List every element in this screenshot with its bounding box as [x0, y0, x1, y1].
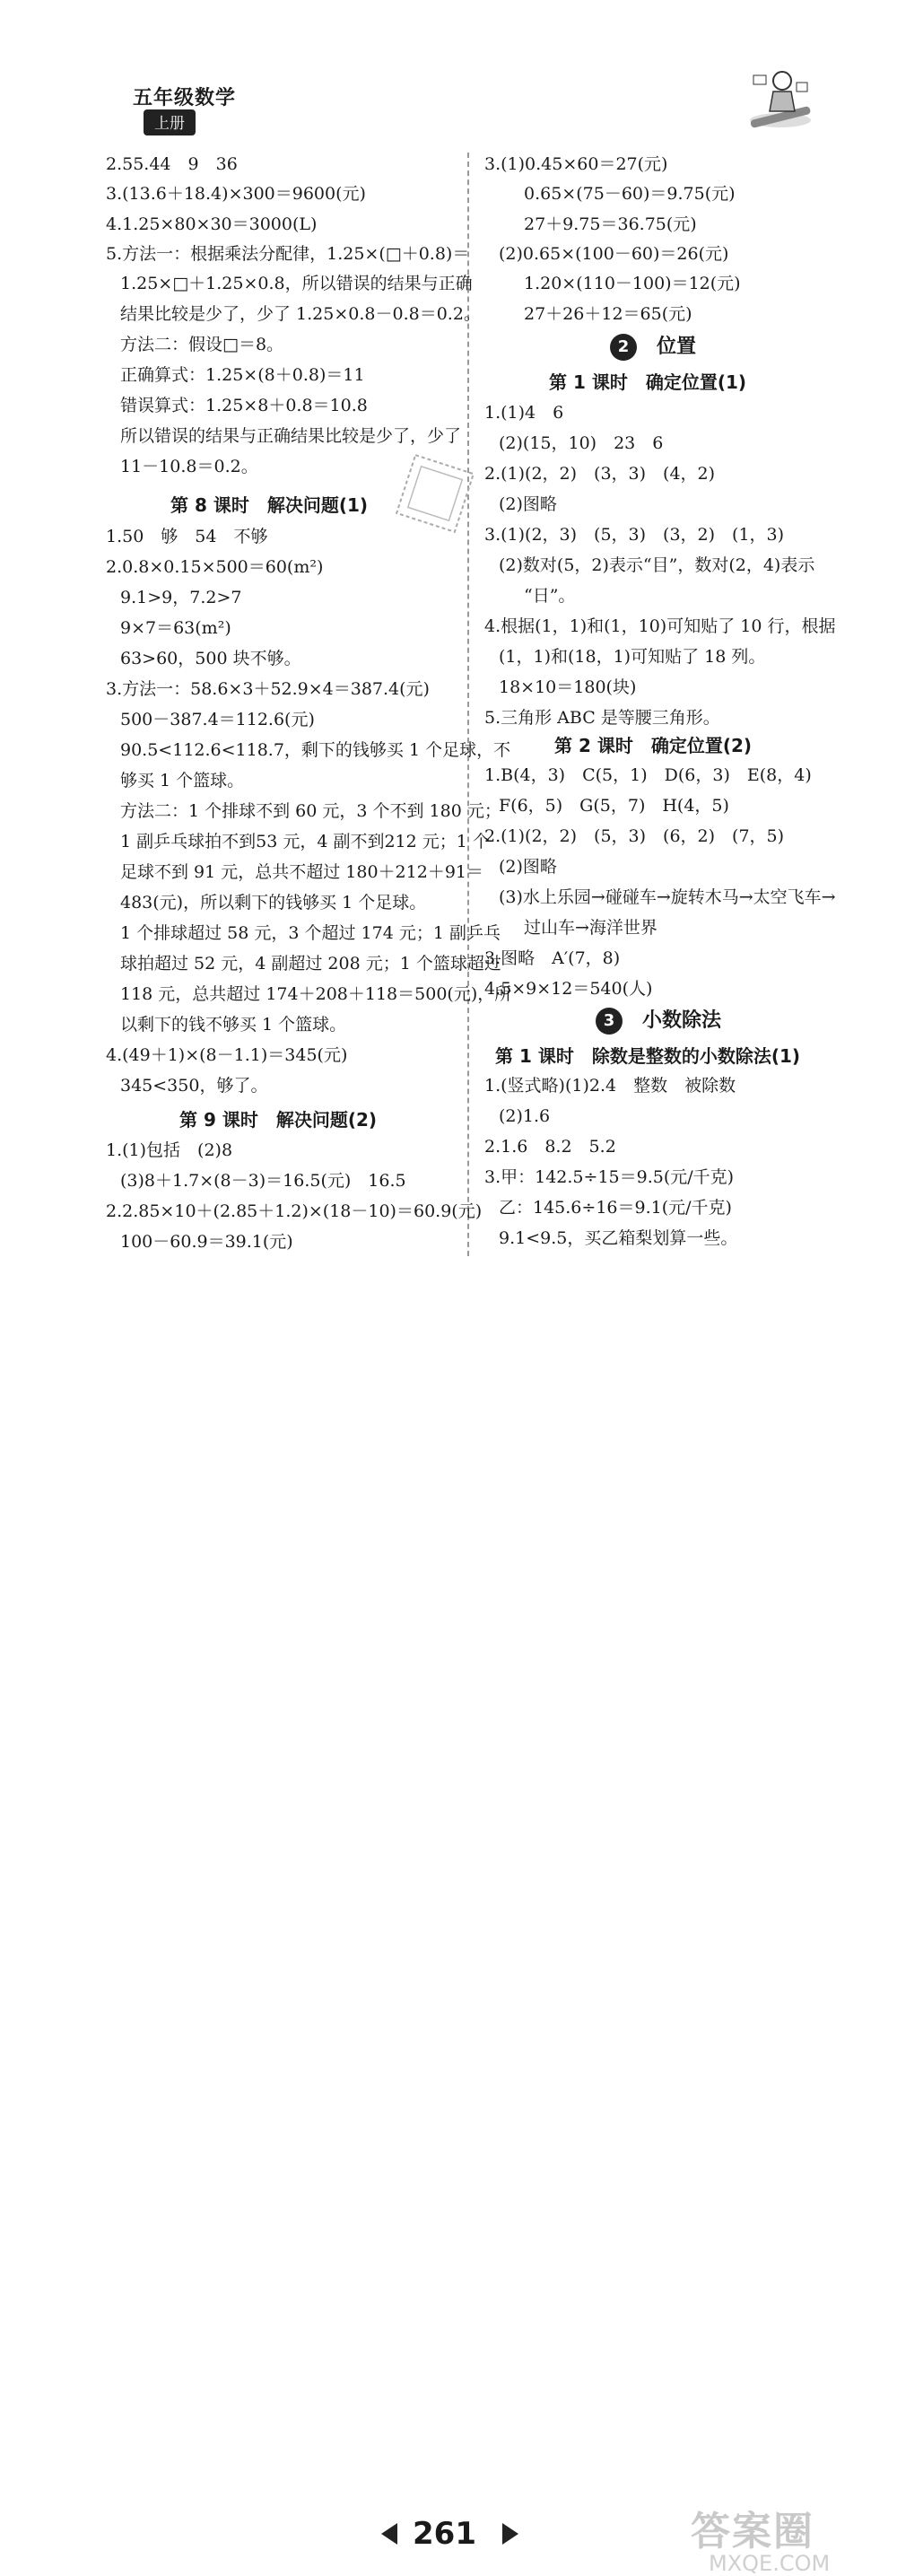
answer-line: (2)图略: [499, 494, 557, 514]
answer-line: 方法二：假设□＝8。: [120, 335, 284, 354]
unit-3-title: 小数除法: [642, 1009, 722, 1032]
next-arrow-icon: [502, 2523, 518, 2545]
answer-line: “日”。: [524, 586, 576, 606]
answer-line: 正确算式：1.25×(8＋0.8)＝11: [120, 365, 365, 385]
u2-lesson-2-title: 第 2 课时 确定位置(2): [554, 735, 753, 756]
watermark: [691, 2499, 888, 2576]
answer-line: (2)1.6: [499, 1106, 551, 1126]
page-footer: [0, 1256, 897, 2576]
answer-line: (2)0.65×(100－60)＝26(元): [499, 244, 729, 264]
answer-line: 90.5<112.6<118.7，剩下的钱够买 1 个足球，不: [120, 740, 511, 760]
answer-line: 所以错误的结果与正确结果比较是少了，少了: [120, 426, 462, 446]
answer-line: 够买 1 个篮球。: [120, 771, 245, 790]
answer-line: 1.(竖式略)(1)2.4 整数 被除数: [484, 1076, 736, 1096]
answer-line: 2.55.44 9 36: [106, 154, 238, 174]
answer-line: 3.甲：142.5÷15＝9.5(元/千克): [484, 1167, 735, 1187]
answer-line: 4.5×9×12＝540(人): [484, 979, 653, 999]
answer-line: 方法二：1 个排球不到 60 元，3 个不到 180 元；: [120, 801, 501, 821]
page-number: 261: [413, 2516, 476, 2552]
answer-line: 3.(1)0.45×60＝27(元): [484, 154, 668, 174]
grade-title: 五年级数学: [133, 87, 237, 109]
u3-lesson-1-title: 第 1 课时 除数是整数的小数除法(1): [495, 1045, 801, 1067]
answer-line: 27＋9.75＝36.75(元): [524, 214, 697, 234]
watermark-title: 答案圈: [691, 2509, 814, 2554]
answer-line: 过山车→海洋世界: [524, 918, 658, 938]
answer-line: (2)(15，10) 23 6: [499, 433, 664, 453]
answer-line: 2.2.85×10＋(2.85＋1.2)×(18－10)＝60.9(元): [106, 1201, 483, 1221]
answer-line: 1 副乒乓球拍不到53 元，4 副不到212 元；1 个: [120, 832, 490, 851]
student-mascot-icon: [745, 65, 816, 133]
answer-line: 1.(1)包括 (2)8: [106, 1140, 233, 1160]
answer-line: 3.图略 A′(7，8): [484, 948, 621, 968]
answer-line: 9.1>9，7.2>7: [120, 588, 242, 607]
answer-line: 4.根据(1，1)和(1，10)可知贴了 10 行，根据: [484, 616, 836, 636]
answer-line: 2.(1)(2，2) (5，3) (6，2) (7，5): [484, 826, 785, 846]
answer-line: 18×10＝180(块): [499, 677, 637, 697]
watermark-url: MXQE.COM: [709, 2551, 831, 2576]
unit-3-heading: [596, 1005, 721, 1035]
answer-line: (1，1)和(18，1)可知贴了 18 列。: [499, 647, 766, 667]
answer-line: (2)数对(5，2)表示“目”，数对(2，4)表示: [499, 555, 815, 575]
answer-line: 4.1.25×80×30＝3000(L): [106, 214, 318, 234]
answer-line: 5.三角形 ABC 是等腰三角形。: [484, 708, 720, 728]
answer-line: 345<350，够了。: [120, 1076, 268, 1096]
answer-line: 5.方法一：根据乘法分配律，1.25×(□＋0.8)＝: [106, 244, 470, 264]
answer-line: 1.25×□＋1.25×0.8，所以错误的结果与正确: [120, 274, 473, 293]
unit-number-badge: 3: [596, 1008, 623, 1035]
answer-line: 3.(13.6＋18.4)×300＝9600(元): [106, 184, 366, 204]
answer-line: 足球不到 91 元，总共不超过 180＋212＋91＝: [120, 862, 484, 882]
u2-lesson-1-title: 第 1 课时 确定位置(1): [549, 371, 747, 393]
answer-line: 2.0.8×0.15×500＝60(m²): [106, 557, 324, 577]
answer-line: 球拍超过 52 元，4 副超过 208 元；1 个篮球超过: [120, 954, 501, 974]
answer-line: 2.1.6 8.2 5.2: [484, 1137, 616, 1157]
unit-2-heading: [610, 331, 696, 361]
answer-line: (2)图略: [499, 857, 557, 877]
answer-line: 错误算式：1.25×8＋0.8＝10.8: [120, 396, 368, 415]
answer-line: 2.(1)(2，2) (3，3) (4，2): [484, 464, 716, 484]
lesson-9-title: 第 9 课时 解决问题(2): [179, 1109, 378, 1131]
answer-line: 63>60，500 块不够。: [120, 649, 301, 668]
answer-line: 乙：145.6÷16＝9.1(元/千克): [499, 1198, 732, 1218]
answer-line: 27＋26＋12＝65(元): [524, 304, 692, 324]
volume-badge: 上册: [144, 109, 196, 135]
answer-line: 1 个排球超过 58 元，3 个超过 174 元；1 副乒乓: [120, 923, 501, 943]
unit-2-title: 位置: [657, 336, 697, 358]
answer-line: 3.方法一：58.6×3＋52.9×4＝387.4(元): [106, 679, 430, 699]
answer-line: 3.(1)(2，3) (5，3) (3，2) (1，3): [484, 525, 785, 545]
answer-line: 9.1<9.5，买乙箱梨划算一些。: [499, 1228, 738, 1248]
page-header: [0, 0, 897, 135]
answer-line: 11－10.8＝0.2。: [120, 457, 258, 476]
answer-line: 0.65×(75－60)＝9.75(元): [524, 184, 736, 204]
answer-line: 1.50 够 54 不够: [106, 527, 268, 546]
answer-line: (3)水上乐园→碰碰车→旋转木马→太空飞车→: [499, 887, 836, 907]
answer-line: 结果比较是少了，少了 1.25×0.8－0.8＝0.2。: [120, 304, 481, 324]
answer-line: 1.20×(110－100)＝12(元): [524, 274, 741, 293]
answer-line: 100－60.9＝39.1(元): [120, 1232, 293, 1252]
answer-line: 500－387.4＝112.6(元): [120, 710, 315, 729]
answer-line: 4.(49＋1)×(8－1.1)＝345(元): [106, 1045, 348, 1065]
answer-line: (3)8＋1.7×(8－3)＝16.5(元) 16.5: [120, 1171, 406, 1191]
unit-number-badge: 2: [610, 334, 637, 361]
answer-line: 以剩下的钱不够买 1 个篮球。: [120, 1015, 347, 1035]
answer-line: F(6，5) G(5，7) H(4，5): [499, 796, 729, 816]
answer-line: 483(元)，所以剩下的钱够买 1 个足球。: [120, 893, 427, 913]
lesson-8-title: 第 8 课时 解决问题(1): [170, 494, 369, 516]
answer-line: 118 元，总共超过 174＋208＋118＝500(元)，所: [120, 984, 512, 1004]
prev-arrow-icon: [381, 2523, 397, 2545]
answer-line: 1.B(4，3) C(5，1) D(6，3) E(8，4): [484, 765, 812, 785]
answer-line: 9×7＝63(m²): [120, 618, 231, 638]
answer-line: 1.(1)4 6: [484, 403, 564, 423]
